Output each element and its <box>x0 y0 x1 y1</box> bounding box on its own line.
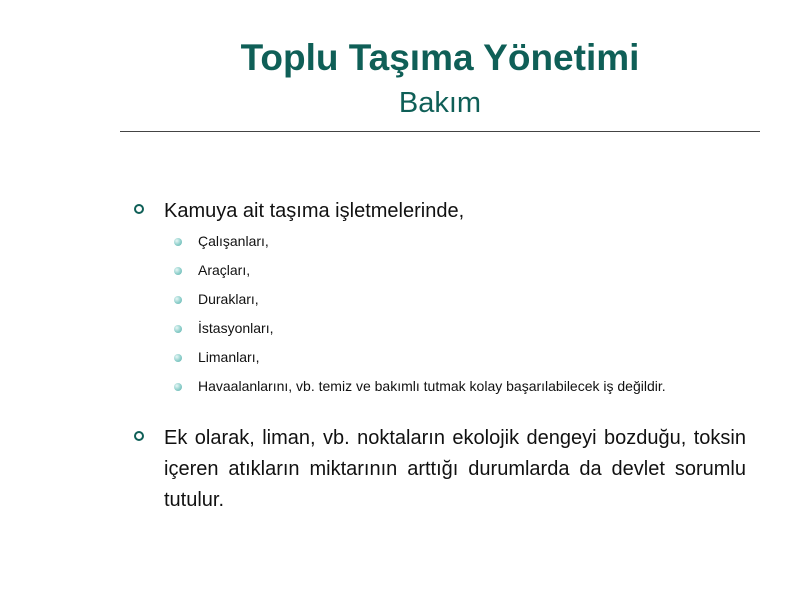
dot-bullet-icon <box>174 267 182 275</box>
sub-bullet-text: Durakları, <box>198 291 259 307</box>
title-divider <box>120 131 760 132</box>
dot-bullet-icon <box>174 383 182 391</box>
sub-bullet-text: Çalışanları, <box>198 233 269 249</box>
bullet-text: Ek olarak, liman, vb. noktaların ekolojik dengeyi bozduğu, toksin içeren atıkların miktarının arttığı durumlarda da devlet sorumlu tutulur. <box>164 427 746 511</box>
sub-bullet-text: Havaalanlarını, vb. temiz ve bakımlı tutmak kolay başarılabilecek iş değildir. <box>198 378 666 394</box>
dot-bullet-icon <box>174 296 182 304</box>
dot-bullet-icon <box>174 238 182 246</box>
dot-bullet-icon <box>174 325 182 333</box>
sub-bullet-item <box>120 227 760 256</box>
bullet-item <box>120 196 760 227</box>
dot-bullet-icon <box>174 354 182 362</box>
sub-bullet-item <box>120 314 760 343</box>
circle-bullet-icon <box>134 204 144 214</box>
slide-subtitle: Bakım <box>398 87 482 119</box>
sub-bullet-text: İstasyonları, <box>198 320 274 336</box>
bullet-item <box>120 423 760 516</box>
circle-bullet-icon <box>134 431 144 441</box>
sub-bullet-text: Limanları, <box>198 349 260 365</box>
sub-bullet-item <box>120 372 760 401</box>
sub-bullet-item <box>120 343 760 372</box>
bullet-text: Kamuya ait taşıma işletmelerinde, <box>164 200 465 222</box>
sub-bullet-item <box>120 285 760 314</box>
slide-title: Toplu Taşıma Yönetimi <box>240 37 640 78</box>
sub-bullet-text: Araçları, <box>198 262 251 278</box>
sub-bullet-item <box>120 256 760 285</box>
sub-bullet-list <box>120 227 760 401</box>
slide-content <box>120 196 760 516</box>
